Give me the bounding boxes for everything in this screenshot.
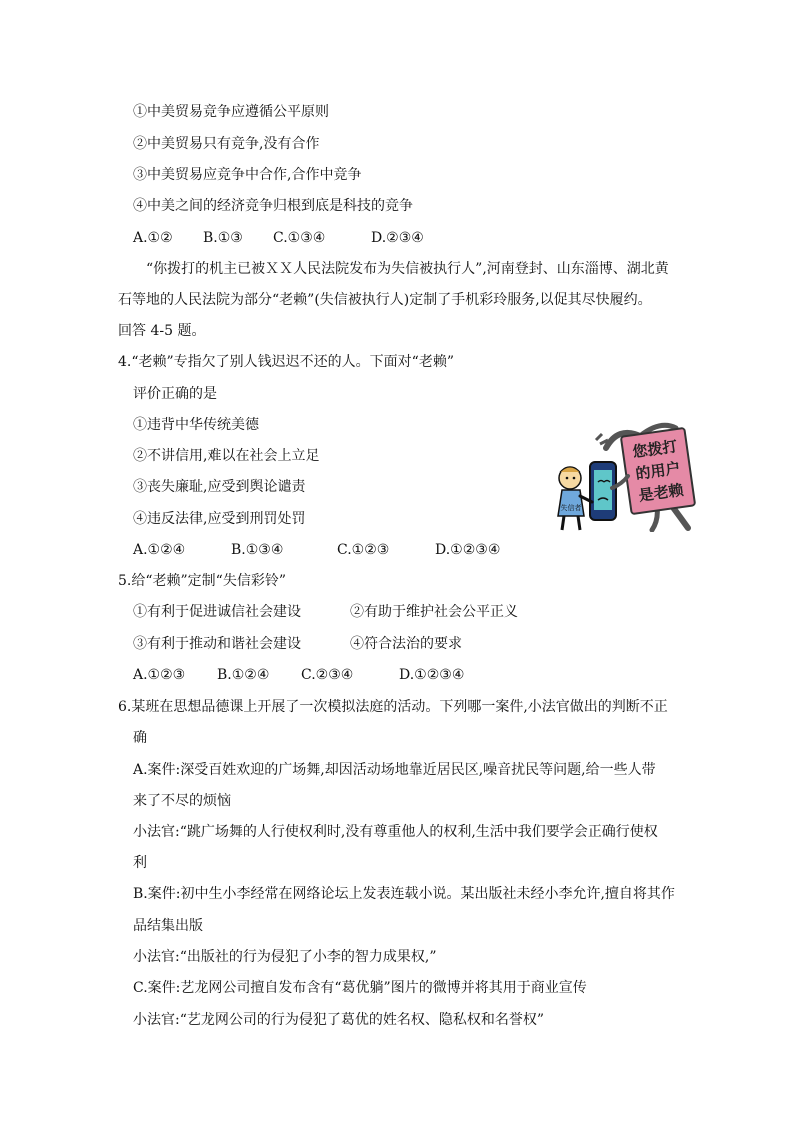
q5-option-1: ①有利于促进诚信社会建设: [133, 604, 301, 620]
q6-b-case-line-2: 品结集出版: [133, 918, 203, 934]
q5-option-2: ②有助于维护社会公平正义: [350, 604, 518, 620]
passage-line-1: “你拨打的机主已被ＸＸ人民法院发布为失信被执行人”,河南登封、山东淄博、湖北黄: [146, 261, 669, 277]
sign-line-3: 是老赖: [637, 480, 685, 505]
q4-stem-line-2: 评价正确的是: [133, 386, 217, 402]
q3-choice-c: C.①③④: [273, 230, 326, 246]
q4-answer-choices: [133, 540, 500, 560]
q3-option-4: ④中美之间的经济竞争归根到底是科技的竞争: [133, 198, 413, 214]
q3-option-2: ②中美贸易只有竞争,没有合作: [133, 136, 320, 152]
q5-choice-c: C.②③④: [301, 667, 354, 683]
q3-option-1: ①中美贸易竞争应遵循公平原则: [133, 104, 329, 120]
q6-a-judge-line-1: 小法官:“跳广场舞的人行使权利时,没有尊重他人的权利,生活中我们要学会正确行使权: [133, 824, 658, 840]
q4-choice-a: A.①②④: [133, 542, 186, 558]
q6-b-case-line-1: B.案件:初中生小李经常在网络论坛上发表连载小说。某出版社未经小李允许,擅自将其作: [133, 886, 675, 902]
q5-options-row-2: [133, 634, 462, 654]
q5-option-4: ④符合法治的要求: [350, 636, 462, 652]
q6-b-judge: 小法官:“出版社的行为侵犯了小李的智力成果权,”: [133, 949, 437, 965]
badge-label: 失信者: [560, 504, 582, 512]
q4-stem-line-1: 4.“老赖”专指欠了别人钱迟迟不还的人。下面对“老赖”: [118, 354, 454, 370]
q5-answer-choices: [133, 665, 464, 685]
q5-option-3: ③有利于推动和谐社会建设: [133, 636, 301, 652]
q4-choice-b: B.①③④: [231, 542, 284, 558]
q6-stem-line-2: 确: [133, 730, 147, 746]
q4-choice-c: C.①②③: [337, 542, 390, 558]
sign-line-1: 您拨打: [631, 437, 679, 462]
q4-option-1: ①违背中华传统美德: [133, 417, 259, 433]
pink-sign-board: [621, 428, 695, 514]
q6-c-judge: 小法官:“艺龙网公司的行为侵犯了葛优的姓名权、隐私权和名誉权”: [133, 1012, 545, 1028]
debtor-character: [558, 467, 592, 530]
passage-line-2: 石等地的人民法院为部分“老赖”(失信被执行人)定制了手机彩玲服务,以促其尽快履约。: [118, 292, 652, 308]
q3-choice-b: B.①③: [203, 230, 243, 246]
q6-a-judge-line-2: 利: [133, 855, 147, 871]
q4-option-4: ④违反法律,应受到刑罚处罚: [133, 511, 306, 527]
q6-a-case-line-1: A.案件:深受百姓欢迎的广场舞,却因活动场地靠近居民区,噪音扰民等问题,给一些人带: [133, 762, 656, 778]
q5-choice-d: D.①②③④: [399, 667, 465, 683]
q3-option-3: ③中美贸易应竞争中合作,合作中竞争: [133, 167, 362, 183]
q5-options-row-1: [133, 602, 518, 622]
q4-option-2: ②不讲信用,难以在社会上立足: [133, 448, 320, 464]
q5-stem: 5.给“老赖”定制“失信彩铃”: [118, 573, 286, 589]
passage-line-3: 回答 4-5 题。: [118, 323, 206, 339]
phone-character: [590, 462, 628, 520]
q3-choice-d: D.②③④: [371, 230, 424, 246]
q5-choice-b: B.①②④: [217, 667, 270, 683]
q5-choice-a: A.①②③: [133, 667, 186, 683]
laolai-cartoon-image: [548, 418, 700, 532]
q6-a-case-line-2: 来了不尽的烦恼: [133, 793, 231, 809]
q3-choice-a: A.①②: [133, 230, 173, 246]
q6-stem-line-1: 6.某班在思想品德课上开展了一次模拟法庭的活动。下列哪一案件,小法官做出的判断不正: [118, 699, 668, 715]
q3-answer-choices: [133, 228, 424, 248]
q6-c-case: C.案件:艺龙网公司擅自发布含有“葛优躺”图片的微博并将其用于商业宣传: [133, 980, 587, 996]
q4-choice-d: D.①②③④: [435, 542, 501, 558]
sign-line-2: 的用户: [634, 458, 682, 484]
q4-option-3: ③丧失廉耻,应受到舆论谴责: [133, 479, 306, 495]
